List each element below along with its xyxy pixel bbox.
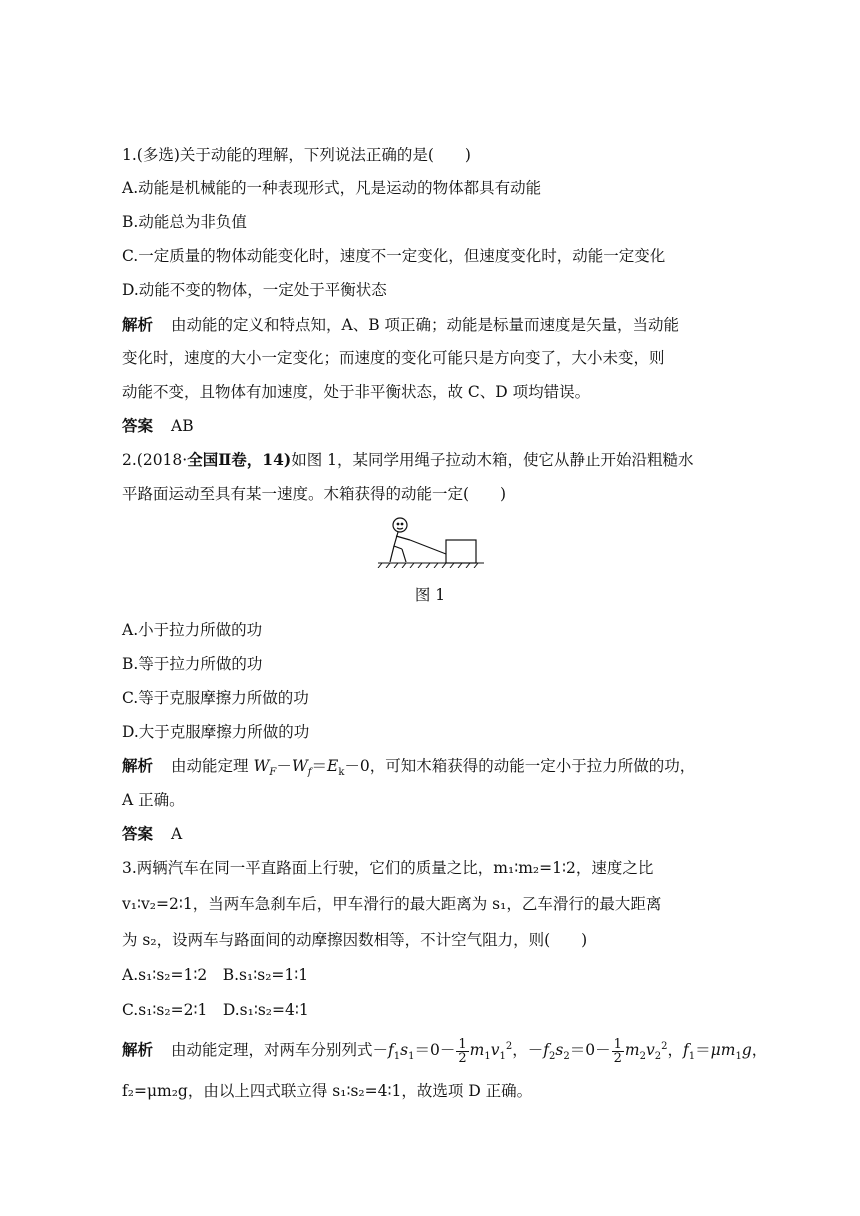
- q2-stem-source: 全国Ⅱ卷，14): [187, 450, 292, 469]
- q1-option-c: C.一定质量的物体动能变化时，速度不一定变化，但速度变化时，动能一定变化: [122, 247, 666, 265]
- q2-stem-line-2: 平路面运动至具有某一速度。木箱获得的动能一定( ): [122, 485, 507, 503]
- q1-analysis-text-1: 由动能的定义和特点知，A、B 项正确；动能是标量而速度是矢量，当动能: [171, 316, 680, 334]
- q2-stem-line-1: [122, 449, 760, 471]
- q3-stem-line-2: v₁∶v₂=2∶1，当两车急刹车后，甲车滑行的最大距离为 s₁，乙车滑行的最大距离: [122, 895, 662, 913]
- q2-answer: [122, 823, 760, 845]
- q3-analysis-line-1: [122, 1036, 768, 1068]
- q2-option-a: A.小于拉力所做的功: [122, 621, 263, 639]
- q2-option-d: D.大于克服摩擦力所做的功: [122, 723, 310, 741]
- q3-analysis-pre: 由动能定理，对两车分别列式: [171, 1041, 373, 1060]
- q2-analysis-line-2: A 正确。: [122, 791, 185, 809]
- q3-analysis-line-2: f₂=μm₂g，由以上四式联立得 s₁∶s₂=4∶1，故选项 D 正确。: [122, 1082, 533, 1100]
- q1-answer: [122, 415, 760, 437]
- fraction-half: $\frac{1}{2}$: [613, 1036, 622, 1066]
- q1-stem: 1.(多选)关于动能的理解，下列说法正确的是( ): [122, 146, 471, 164]
- q1-analysis-line-3: 动能不变，且物体有加速度，处于非平衡状态，故 C、D 项均错误。: [122, 383, 591, 401]
- q2-answer-value: A: [171, 825, 183, 843]
- ground-hatch: [378, 563, 484, 568]
- figure-1-person-pulling-box: [376, 516, 486, 568]
- q1-analysis-line-1: [122, 314, 760, 336]
- q2-option-b: B.等于拉力所做的功: [122, 655, 263, 673]
- q2-analysis-label: 解析: [122, 756, 154, 775]
- q2-stem-rest: 如图 1，某同学用绳子拉动木箱，使它从静止开始沿粗糙水: [291, 451, 694, 469]
- rope: [410, 540, 446, 554]
- q1-analysis-label: 解析: [122, 315, 154, 334]
- figure-caption: 图 1: [414, 586, 446, 604]
- q2-analysis-line-1: [122, 755, 760, 784]
- q2-answer-label: 答案: [122, 824, 154, 843]
- q3-options-row-2: C.s₁∶s₂=2∶1 D.s₁∶s₂=4∶1: [122, 1001, 309, 1019]
- q2-analysis-pre: 由动能定理: [171, 757, 254, 775]
- q3-equations: $-f_1s_1=0-$ $\frac{1}{2}$ $m_1v_1^2$，$-f_2s_2=0-$ $\frac{1}{2}$ $m_2v_2^2$，$f_1=\mu m_1g$，: [372, 1036, 768, 1066]
- q3-stem-line-3: 为 s₂，设两车与路面间的动摩擦因数相等，不计空气阻力，则( ): [122, 931, 588, 949]
- q2-option-c: C.等于克服摩擦力所做的功: [122, 689, 309, 707]
- q2-stem-prefix: 2.(2018·: [122, 451, 188, 469]
- q1-option-a: A.动能是机械能的一种表现形式，凡是运动的物体都具有动能: [122, 179, 542, 197]
- wooden-box: [446, 540, 476, 563]
- q3-analysis-label: 解析: [122, 1040, 154, 1060]
- q2-analysis-post: ，可知木箱获得的动能一定小于拉力所做的功，: [369, 757, 696, 775]
- fraction-half: $\frac{1}{2}$: [458, 1036, 467, 1066]
- q3-options-row-1: A.s₁∶s₂=1∶2 B.s₁∶s₂=1∶1: [122, 966, 309, 984]
- q3-stem-line-1: 3.两辆汽车在同一平直路面上行驶，它们的质量之比，m₁∶m₂=1∶2，速度之比: [122, 859, 654, 877]
- q1-option-b: B.动能总为非负值: [122, 213, 247, 231]
- q1-answer-value: AB: [171, 417, 194, 435]
- q1-analysis-line-2: 变化时，速度的大小一定变化；而速度的变化可能只是方向变了，大小未变，则: [122, 349, 665, 367]
- q1-option-d: D.动能不变的物体，一定处于平衡状态: [122, 281, 387, 299]
- person-figure: [390, 518, 410, 562]
- q2-equation: $W_F-W_f=E_k-0$: [253, 757, 370, 779]
- q1-answer-label: 答案: [122, 416, 154, 435]
